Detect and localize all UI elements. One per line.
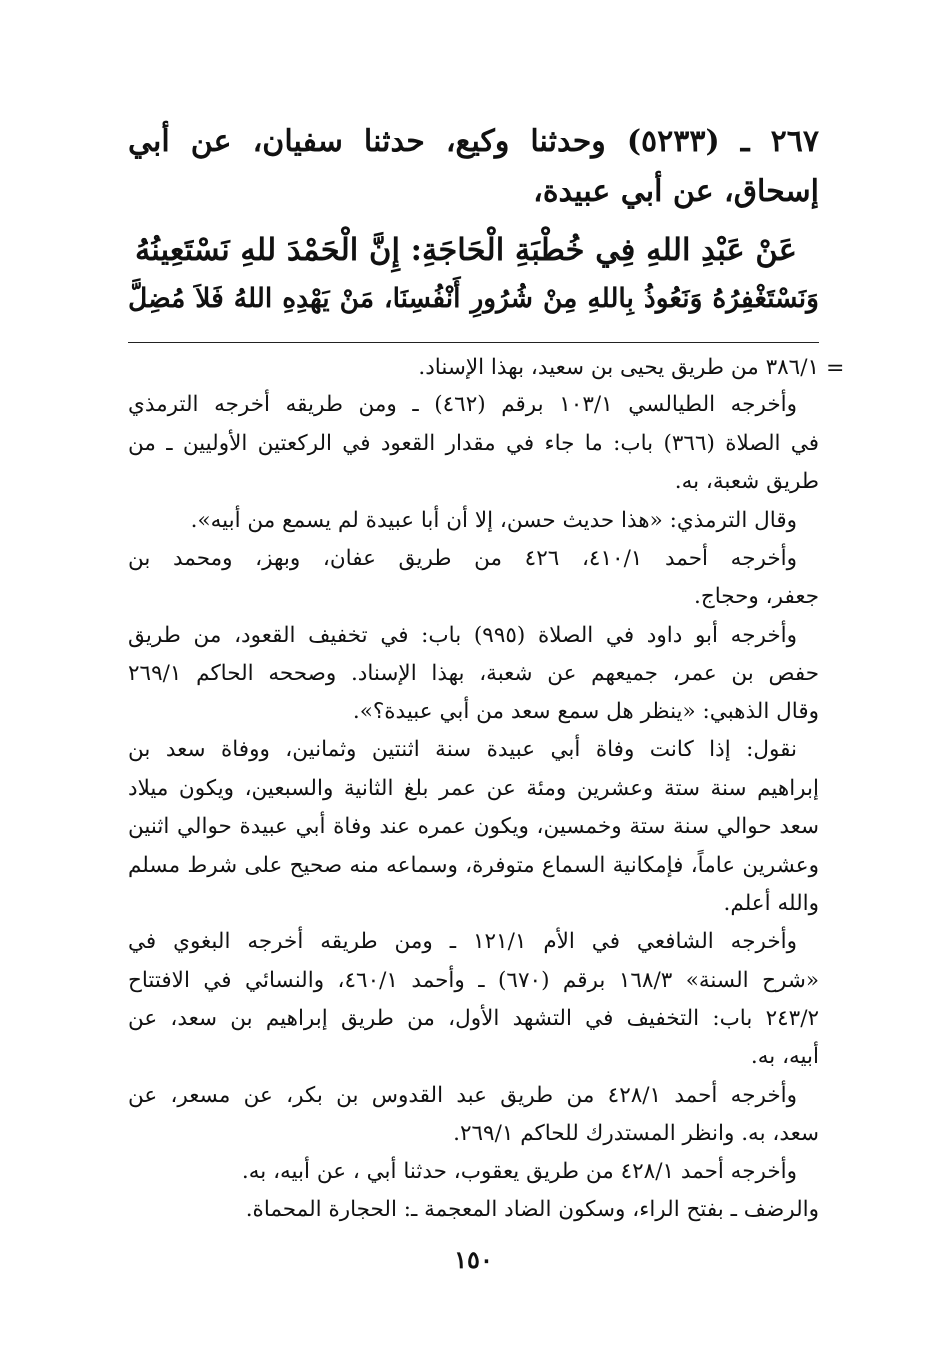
footnote-line: وأخرجه الشافعي في الأم ١٢١/١ ـ ومن طريقه أخرجه البغوي في [128, 929, 797, 954]
footnote-line: وأخرجه أبو داود في الصلاة (٩٩٥) باب: في تخفيف القعود، من طريق [128, 623, 797, 648]
hadith-text-line-1: عَنْ عَبْدِ اللهِ فِي خُطْبَةِ الْحَاجَةِ: إِنَّ الْحَمْدَ للهِ نَسْتَعِينُهُ [134, 232, 797, 268]
footnote-line: وعشرين عاماً، فإمكانية السماع متوفرة، وسماعه منه صحيح على شرط مسلم [128, 853, 819, 878]
page-number: ١٥٠ [454, 1245, 493, 1274]
footnote-line: جعفر، وحجاج. [694, 584, 819, 609]
hadith-chain-line: إسحاق، عن أبي عبيدة، [533, 174, 819, 209]
continuation-mark: = [826, 356, 845, 381]
footnote-line: ٢٤٣/٢ باب: التخفيف في التشهد الأول، من طريق إبراهيم بن سعد، عن [128, 1006, 819, 1031]
footnote-line: حفص بن عمر، جميعهم عن شعبة، بهذا الإسناد. وصححه الحاكم ٢٦٩/١ [128, 661, 819, 686]
footnote-line: والله أعلم. [723, 891, 819, 916]
footnote-line: وأخرجه أحمد ٤٢٨/١ من طريق عبد القدوس بن بكر، عن مسعر، عن [128, 1083, 797, 1108]
footnote-separator [128, 342, 819, 343]
footnote-line: أبيه، به. [750, 1044, 819, 1069]
footnote-line: إبراهيم سنة ستة وعشرين ومئة عن عمر بلغ الثانية والسبعين، ويكون ميلاد [128, 776, 819, 801]
footnote-line: سعد حوالي سنة ستة وخمسين، ويكون عمره عند وفاة أبي عبيدة حوالي اثنين [128, 814, 819, 839]
hadith-text-line-2: وَنَسْتَغْفِرُهُ وَنَعُوذُ بِاللهِ مِنْ شُرُورِ أَنْفُسِنَا، مَنْ يَهْدِهِ اللهُ فَلاَ مُضِلَّ [128, 283, 819, 314]
footnote-line: سعد، به. وانظر المستدرك للحاكم ٢٦٩/١. [453, 1121, 819, 1146]
footnote-line: ٣٨٦/١ من طريق يحيى بن سعيد، بهذا الإسناد. [418, 355, 819, 380]
footnote-line: في الصلاة (٣٦٦) باب: ما جاء في مقدار القعود في الركعتين الأوليين ـ من [128, 431, 819, 456]
footnote-line: وأخرجه أحمد ٤١٠/١، ٤٢٦ من طريق عفان، وبهز، ومحمد بن [128, 546, 797, 571]
footnote-line: «شرح السنة» ١٦٨/٣ برقم (٦٧٠) ـ وأحمد ٤٦٠/١، والنسائي في الافتتاح [128, 968, 819, 993]
footnote-line: وأخرجه أحمد ٤٢٨/١ من طريق يعقوب، حدثنا أبي ، عن أبيه، به. [241, 1159, 797, 1184]
footnote-line: وقال الذهبي: «ينظر هل سمع سعد من أبي عبيدة؟». [352, 699, 819, 724]
footnote-line: والرضف ـ بفتح الراء، وسكون الضاد المعجمة ـ: الحجارة المحماة. [245, 1197, 819, 1222]
footnote-line: وقال الترمذي: «هذا حديث حسن، إلا أن أبا عبيدة لم يسمع من أبيه». [190, 508, 797, 533]
footnote-line: وأخرجه الطيالسي ١٠٣/١ برقم (٤٦٢) ـ ومن طريقه أخرجه الترمذي [128, 392, 797, 417]
footnote-line: طريق شعبة، به. [674, 469, 819, 494]
footnote-line: نقول: إذا كانت وفاة أبي عبيدة سنة اثنتين وثمانين، ووفاة سعد بن [128, 737, 797, 762]
hadith-header-line: ٢٦٧ ـ (٥٢٣٣) وحدثنا وكيع، حدثنا سفيان، عن أبي [128, 124, 819, 159]
